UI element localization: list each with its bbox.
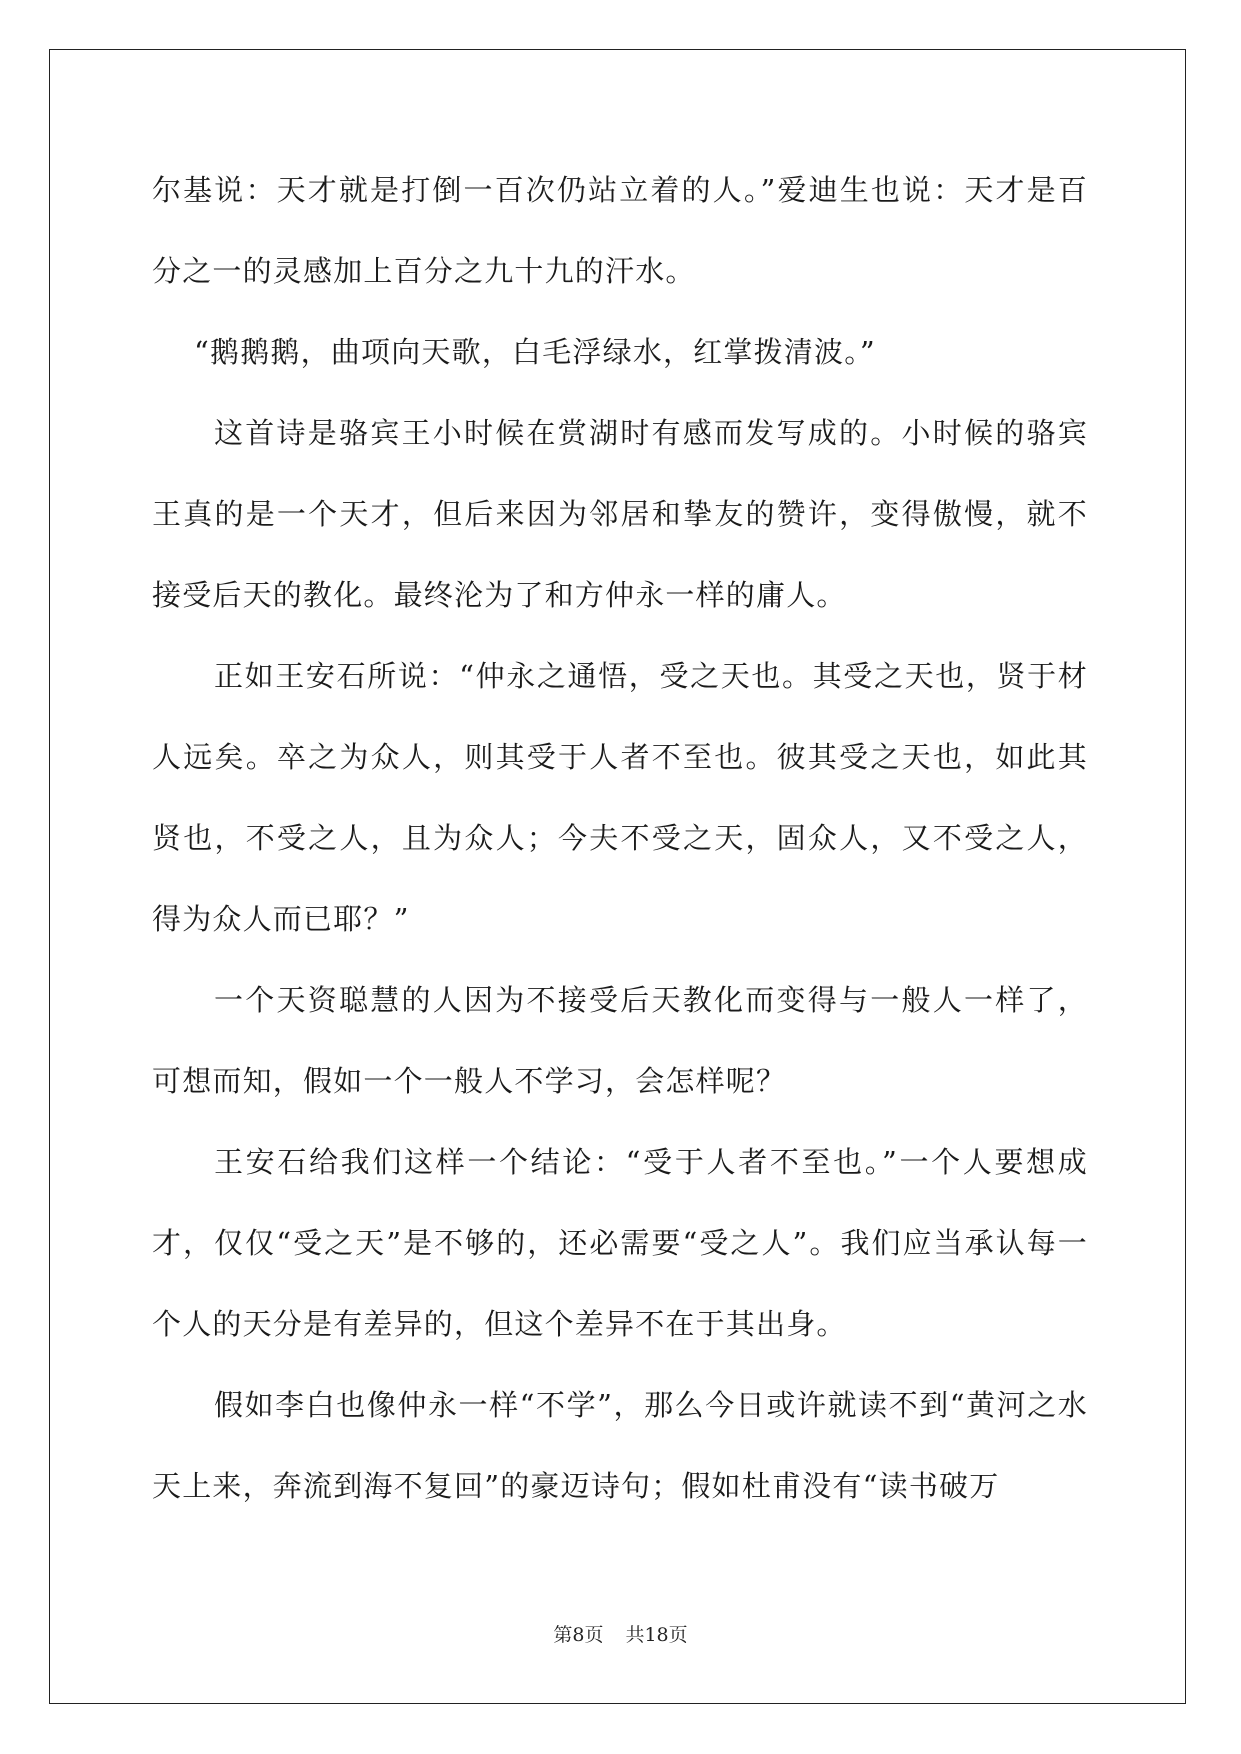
- page-number: 第8页: [553, 1624, 604, 1646]
- document-body: [152, 150, 1088, 1527]
- paragraph-5: 一个天资聪慧的人因为不接受后天教化而变得与一般人一样了，可想而知，假如一个一般人不学习，会怎样呢？: [152, 983, 1088, 1098]
- paragraph-1: 尔基说：天才就是打倒一百次仍站立着的人。”爱迪生也说：天才是百分之一的灵感加上百分之九十九的汗水。: [152, 173, 1088, 288]
- paragraph-4: 正如王安石所说：“仲永之通悟，受之天也。其受之天也，贤于材人远矣。卒之为众人，则其受于人者不至也。彼其受之天也，如此其贤也，不受之人，且为众人；今夫不受之天，固众人，又不受之人，得为众人而已耶？”: [152, 659, 1088, 936]
- paragraph-6: 王安石给我们这样一个结论：“受于人者不至也。”一个人要想成才，仅仅“受之天”是不够的，还必需要“受之人”。我们应当承认每一个人的天分是有差异的，但这个差异不在于其出身。: [152, 1145, 1088, 1341]
- page-footer: [0, 1623, 1241, 1647]
- paragraph-7: 假如李白也像仲永一样“不学”，那么今日或许就读不到“黄河之水天上来，奔流到海不复回”的豪迈诗句；假如杜甫没有“读书破万: [152, 1388, 1088, 1503]
- paragraph-3: 这首诗是骆宾王小时候在赏湖时有感而发写成的。小时候的骆宾王真的是一个天才，但后来因为邻居和挚友的赞许，变得傲慢，就不接受后天的教化。最终沦为了和方仲永一样的庸人。: [152, 416, 1088, 612]
- page-total: 共18页: [625, 1624, 688, 1646]
- paragraph-2: “鹅鹅鹅，曲项向天歌，白毛浮绿水，红掌拨清波。”: [194, 335, 876, 369]
